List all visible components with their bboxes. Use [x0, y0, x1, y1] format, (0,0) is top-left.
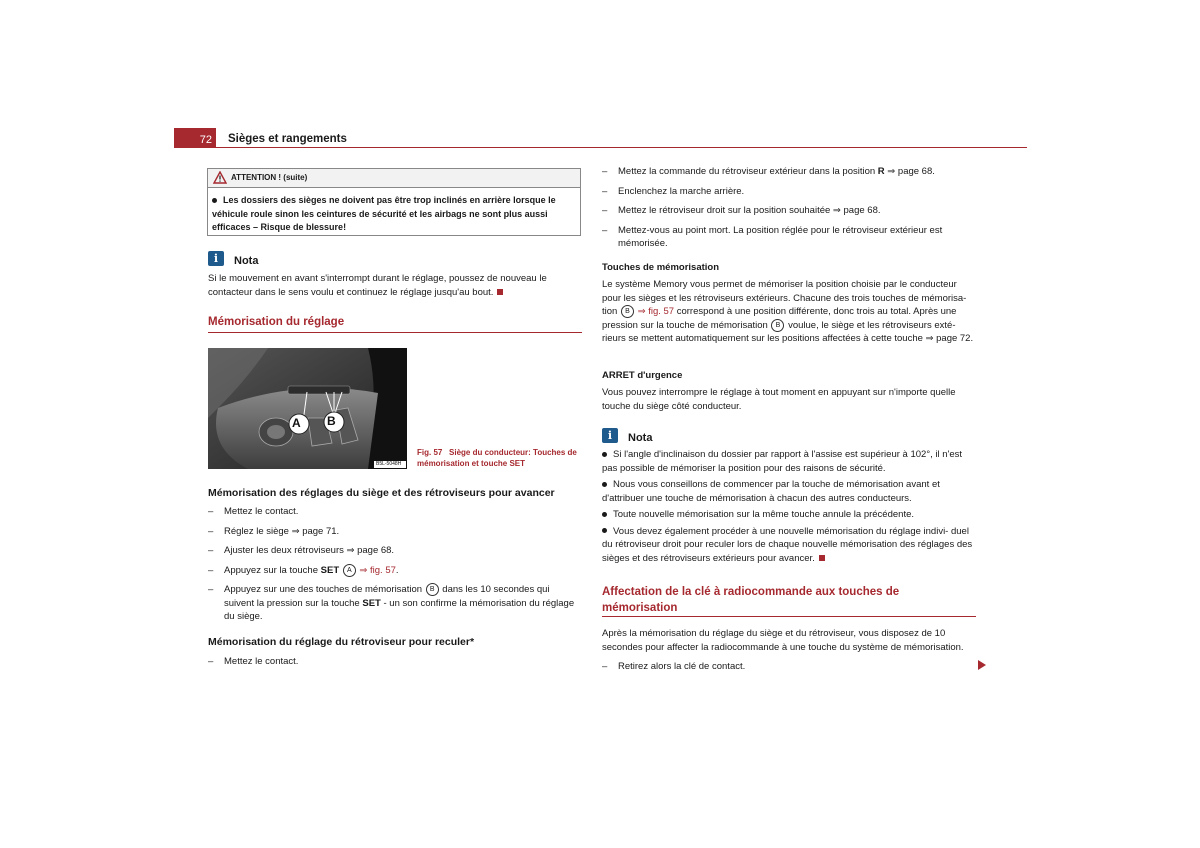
bullet-icon	[602, 482, 607, 487]
list-item: – Réglez le siège ⇒ page 71.	[208, 525, 340, 537]
warning-title: ATTENTION ! (suite)	[231, 173, 308, 182]
info-icon: i	[602, 428, 618, 443]
bullet-text: Nous vous conseillons de commencer par la touche de mémorisation avant et d'attribuer une touche de mémorisation à chacun des autres conducteurs.	[602, 479, 940, 504]
subheading-reculer: Mémorisation du réglage du rétroviseur pour reculer*	[208, 636, 475, 648]
callout-b: B	[426, 583, 439, 596]
list-item: – Appuyez sur une des touches de mémorisation B dans les 10 secondes qui suivent la pression sur la touche SET - un son confirme la mémorisation du réglage du siège.	[208, 584, 575, 623]
list-item: – Mettez-vous au point mort. La position réglée pour le rétroviseur extérieur est mémorisée.	[602, 224, 943, 249]
figure-code: B5L-5048H	[376, 461, 402, 467]
figure-image	[208, 348, 407, 469]
bullet-icon	[602, 512, 607, 517]
steps-reculer	[208, 655, 582, 675]
callout-a: A	[343, 564, 356, 577]
figure-link[interactable]: ⇒ fig. 57	[359, 564, 396, 576]
info-icon: i	[208, 251, 224, 266]
warning-triangle-icon	[213, 171, 227, 184]
list-item-text: Enclenchez la marche arrière.	[618, 185, 745, 197]
paragraph-text: correspond à une position différente, donc trois au total. Après une pression sur la touche de mémorisation	[602, 306, 957, 331]
steps-cle	[602, 660, 976, 680]
figure-caption-text: Siège du conducteur: Touches de mémorisation et touche SET	[417, 448, 577, 468]
figure-caption	[417, 447, 587, 469]
list-item-text: Mettez le rétroviseur droit sur la position souhaitée ⇒ page 68.	[618, 205, 881, 216]
callout-b: B	[771, 319, 784, 332]
bullet-text: Toute nouvelle mémorisation sur la même touche annule la précédente.	[613, 509, 915, 520]
list-item-text: Mettez la commande du rétroviseur extérieur dans la position	[618, 166, 878, 177]
list-item-text: Mettez le contact.	[224, 506, 299, 517]
list-item-text: Appuyez sur une des touches de mémorisation	[224, 584, 425, 596]
warning-box	[207, 168, 581, 236]
list-item: – Mettez le rétroviseur droit sur la position souhaitée ⇒ page 68.	[602, 205, 881, 216]
reverse-position-symbol: R	[877, 166, 885, 177]
list-item: – Mettez le contact.	[208, 506, 299, 517]
list-item-text: - un son confirme la mémorisation du réglage du siège.	[224, 597, 575, 623]
section-heading: Mémorisation du réglage	[208, 316, 345, 328]
list-item-text: Retirez alors la clé de contact.	[618, 661, 746, 672]
bullet-text: Si l'angle d'inclinaison du dossier par rapport à l'assise est supérieur à 102°, il n'est pas possible de mémoriser la position pour des raisons de sécurité.	[602, 449, 963, 474]
header-rule	[216, 147, 1027, 148]
bullet-icon	[212, 198, 217, 203]
section2-paragraph: Après la mémorisation du réglage du siège et du rétroviseur, vous disposez de 10 secondes pour affecter la radiocommande à une touche du système de mémorisation.	[602, 628, 964, 653]
touches-paragraph	[602, 278, 976, 346]
bullet-icon	[602, 528, 607, 533]
list-item-text: ⇒ page 68.	[884, 166, 935, 177]
section-rule	[208, 332, 582, 333]
warning-header	[208, 169, 580, 188]
figure-label-a: A	[292, 416, 301, 430]
paragraph-text: voulue, le siège et les rétroviseurs exté- rieurs se mettent automatiquement sur les positions affectées à cette touche ⇒ page 72.	[602, 319, 974, 345]
section-rule	[602, 616, 976, 617]
heading-touches: Touches de mémorisation	[602, 262, 720, 273]
bullet-item	[602, 525, 976, 566]
continue-arrow-icon	[978, 660, 986, 670]
nota-title: Nota	[628, 432, 653, 444]
steps-reculer-cont	[602, 165, 976, 257]
bullet-item	[602, 508, 976, 522]
set-key-label: SET	[320, 564, 340, 576]
list-item-text: Appuyez sur la touche	[224, 564, 321, 576]
bullet-item	[602, 448, 976, 475]
paragraph-text: Le système Memory vous permet de mémoriser la position choisie par le conducteur pour les sièges et les rétroviseurs extérieurs. Chacune des trois touches de mémorisa- tion	[602, 279, 967, 318]
bullet-text: Vous devez également procéder à une nouvelle mémorisation du réglage indivi- duel du rétroviseur droit pour reculer lors de chaque nouvelle mémorisation des réglages des sièges et des rétroviseurs extérieurs pour avancer.	[602, 525, 973, 564]
seat-controls-illustration	[208, 348, 407, 469]
end-mark-icon	[819, 555, 825, 561]
warning-text: Les dossiers des sièges ne doivent pas être trop inclinés en arrière lorsque le véhicule roule sinon les ceintures de sécurité et les airbags ne sont plus aussi efficaces – Risque de blessure!	[212, 195, 556, 232]
warning-text-row	[208, 188, 580, 235]
page-number: 72	[174, 128, 216, 148]
nota-text	[208, 272, 580, 299]
set-key-label: SET	[362, 597, 381, 609]
nota-text-content: Si le mouvement en avant s'interrompt durant le réglage, poussez de nouveau le contacteur dans le sens voulu et continuez le réglage jusqu'au bout.	[208, 273, 547, 298]
list-item-text: .	[395, 564, 399, 576]
steps-avancer	[208, 505, 582, 630]
callout-b: B	[621, 305, 634, 318]
list-item: – Appuyez sur la touche SET A ⇒ fig. 57.	[208, 564, 399, 576]
list-item: – Mettez le contact.	[208, 656, 299, 667]
nota-bullets	[602, 448, 976, 565]
list-item-text: Mettez le contact.	[224, 656, 299, 667]
list-item: – Mettez la commande du rétroviseur extérieur dans la position R ⇒ page 68.	[602, 166, 935, 177]
bullet-icon	[602, 452, 607, 457]
section-heading: Affectation de la clé à radiocommande aux touches de mémorisation	[602, 586, 900, 614]
subheading-avancer: Mémorisation des réglages du siège et des rétroviseurs pour avancer	[208, 487, 555, 499]
nota-title: Nota	[234, 255, 259, 267]
figure-caption-number: Fig. 57	[417, 448, 443, 457]
list-item: – Ajuster les deux rétroviseurs ⇒ page 68.	[208, 545, 395, 556]
list-item: – Retirez alors la clé de contact.	[602, 661, 746, 672]
figure-link[interactable]: ⇒ fig. 57	[637, 306, 675, 318]
list-item-text: dans les 10 secondes qui suivent la pression sur la touche	[224, 584, 550, 609]
arret-paragraph: Vous pouvez interrompre le réglage à tout moment en appuyant sur n'importe quelle touche du siège côté conducteur.	[602, 387, 956, 412]
chapter-title: Sièges et rangements	[228, 133, 347, 145]
end-mark-icon	[497, 289, 503, 295]
list-item-text: Mettez-vous au point mort. La position réglée pour le rétroviseur extérieur est mémorisée.	[618, 224, 943, 249]
list-item: – Enclenchez la marche arrière.	[602, 185, 745, 197]
figure-label-b: B	[327, 414, 336, 428]
list-item-text: Ajuster les deux rétroviseurs ⇒ page 68.	[224, 545, 395, 556]
bullet-item	[602, 478, 976, 505]
list-item-text: Réglez le siège ⇒ page 71.	[224, 525, 340, 537]
heading-arret: ARRET d'urgence	[602, 370, 683, 381]
